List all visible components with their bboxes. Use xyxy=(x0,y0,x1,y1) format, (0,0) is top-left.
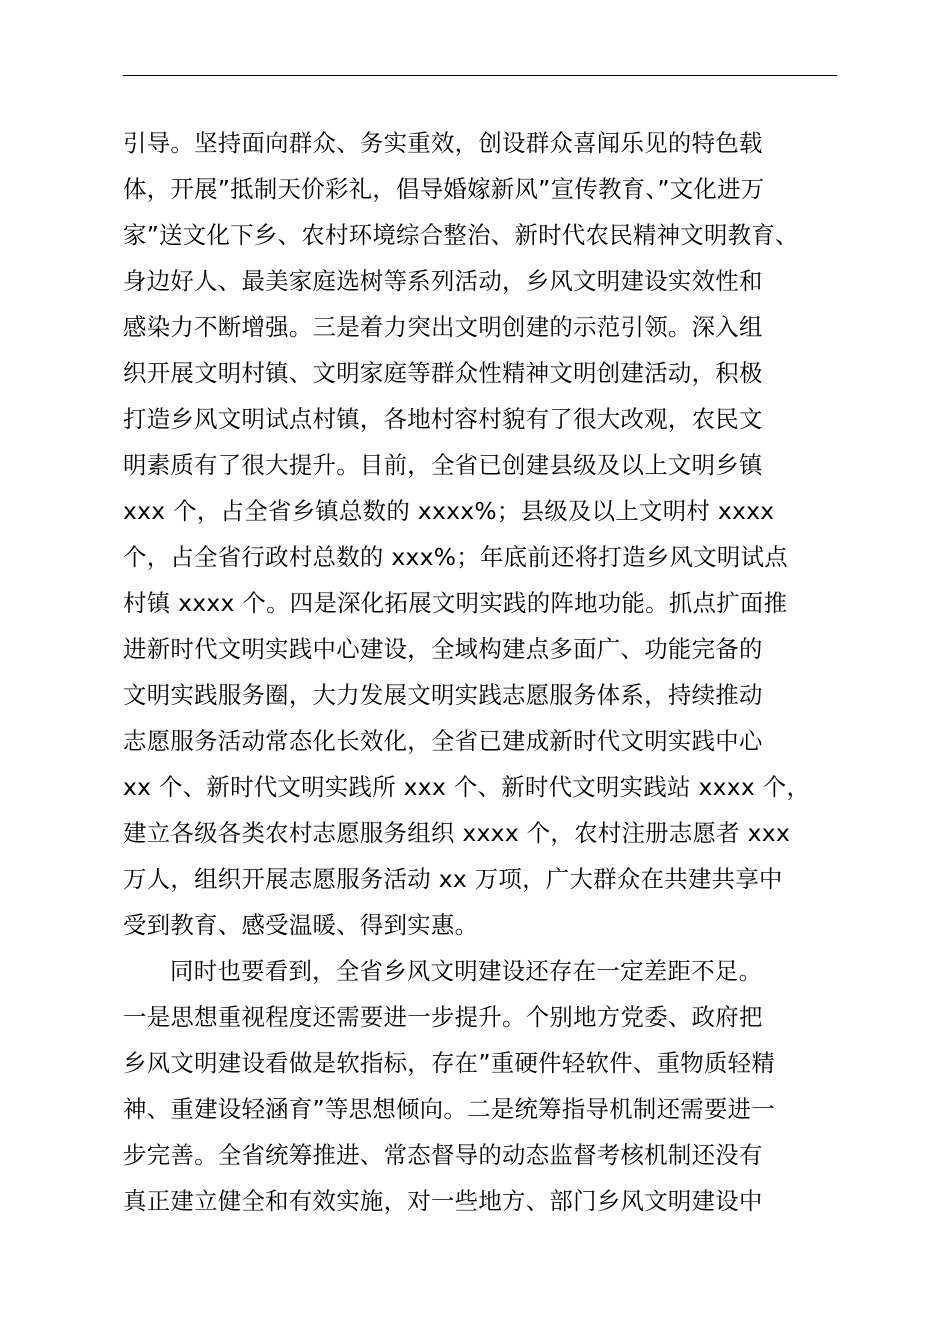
text-line: 家”送文化下乡、农村环境综合整治、新时代农民精神文明教育、 xyxy=(123,221,799,249)
paragraph-start-line: 同时也要看到，全省乡风文明建设还存在一定差距不足。 xyxy=(170,957,763,985)
text-line: 进新时代文明实践中心建设，全域构建点多面广、功能完备的 xyxy=(123,635,763,663)
text-line: 明素质有了很大提升。目前，全省已创建县级及以上文明乡镇 xyxy=(123,451,763,479)
text-line: 受到教育、感受温暖、得到实惠。 xyxy=(123,911,479,939)
text-line: 村镇 xxxx 个。四是深化拓展文明实践的阵地功能。抓点扩面推 xyxy=(123,589,788,617)
text-line: 真正建立健全和有效实施，对一些地方、部门乡风文明建设中 xyxy=(123,1187,763,1215)
text-line: xx 个、新时代文明实践所 xxx 个、新时代文明实践站 xxxx 个， xyxy=(123,773,811,801)
text-line: 打造乡风文明试点村镇，各地村容村貌有了很大改观，农民文 xyxy=(123,405,763,433)
text-line: 一是思想重视程度还需要进一步提升。个别地方党委、政府把 xyxy=(123,1003,763,1031)
text-line: 万人，组织开展志愿服务活动 xx 万项，广大群众在共建共享中 xyxy=(123,865,783,893)
body-text xyxy=(123,120,863,1224)
header-rule xyxy=(123,75,837,76)
text-line: 感染力不断增强。三是着力突出文明创建的示范引领。深入组 xyxy=(123,313,763,341)
text-line: 织开展文明村镇、文明家庭等群众性精神文明创建活动，积极 xyxy=(123,359,763,387)
text-line: 建立各级各类农村志愿服务组织 xxxx 个，农村注册志愿者 xxx xyxy=(123,819,791,847)
text-line: xxx 个，占全省乡镇总数的 xxxx%；县级及以上文明村 xxxx xyxy=(123,497,775,525)
text-line: 神、重建设轻涵育”等思想倾向。二是统筹指导机制还需要进一 xyxy=(123,1095,776,1123)
text-line: 体，开展”抵制天价彩礼，倡导婚嫁新风”宣传教育、”文化进万 xyxy=(123,175,765,203)
text-line: 乡风文明建设看做是软指标，存在”重硬件轻软件、重物质轻精 xyxy=(123,1049,776,1077)
text-line: 个，占全省行政村总数的 xxx%；年底前还将打造乡风文明试点 xyxy=(123,543,788,571)
text-line: 志愿服务活动常态化长效化，全省已建成新时代文明实践中心 xyxy=(123,727,763,755)
text-line: 步完善。全省统筹推进、常态督导的动态监督考核机制还没有 xyxy=(123,1141,763,1169)
text-line: 文明实践服务圈，大力发展文明实践志愿服务体系，持续推动 xyxy=(123,681,763,709)
text-line: 引导。坚持面向群众、务实重效，创设群众喜闻乐见的特色载 xyxy=(123,129,763,157)
text-line: 身边好人、最美家庭选树等系列活动，乡风文明建设实效性和 xyxy=(123,267,763,295)
